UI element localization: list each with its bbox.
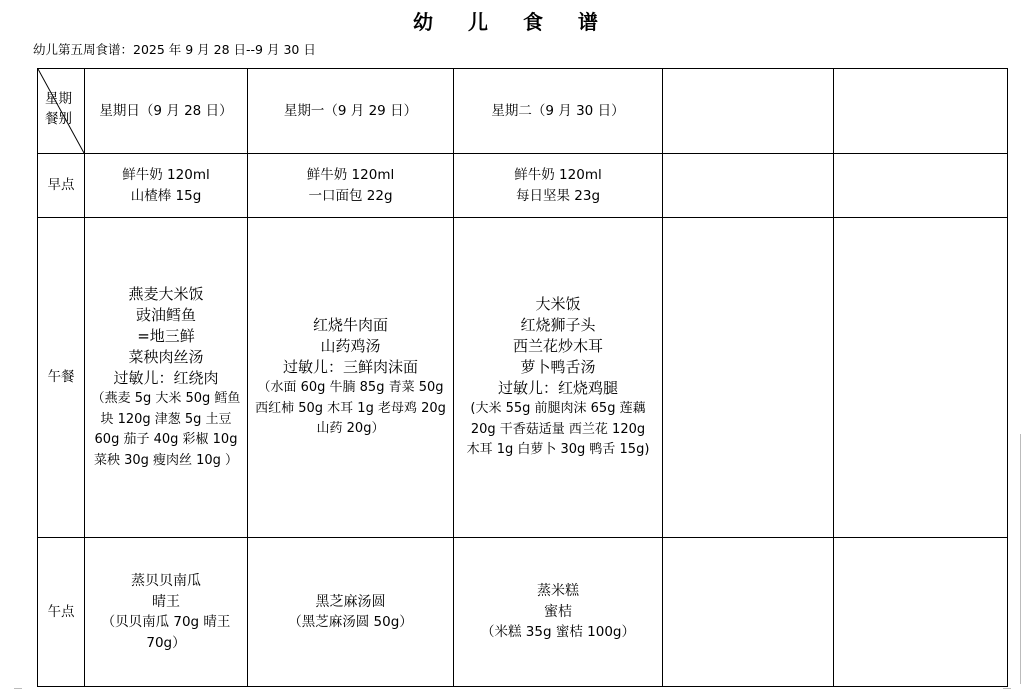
- dish-line: 山楂棒 15g: [130, 187, 202, 204]
- dish-name: 晴王: [152, 593, 180, 610]
- snack-cell: [454, 538, 663, 687]
- dish-name: 过敏儿：红烧鸡腿: [497, 379, 618, 398]
- snack-cell: [85, 538, 248, 687]
- corner-label-meal: 餐别: [45, 111, 72, 127]
- ingredient-note: （贝贝南瓜 70g 晴王: [101, 614, 231, 630]
- lunch-cell: [663, 218, 834, 538]
- meal-label: 早点: [38, 154, 85, 218]
- dish-name: 过敏儿：红绕肉: [113, 369, 219, 387]
- page-title: 幼 儿 食 谱: [413, 10, 612, 34]
- meal-label: 午点: [38, 538, 85, 687]
- dish-name: 西兰花炒木耳: [512, 337, 603, 356]
- ingredient-note: 块 120g 津葱 5g 土豆: [100, 411, 232, 427]
- dish-name: 山药鸡汤: [320, 337, 381, 356]
- dish-name: 红烧牛肉面: [312, 316, 388, 335]
- breakfast-cell: [85, 154, 248, 218]
- lunch-cell: [454, 218, 663, 538]
- page-edge-line: [1020, 434, 1021, 684]
- snack-cell: [663, 538, 834, 687]
- meal-label: 午餐: [38, 218, 85, 538]
- breakfast-cell: [834, 154, 1008, 218]
- lunch-cell: [85, 218, 248, 538]
- lunch-cell: [248, 218, 454, 538]
- corner-cell: [38, 69, 85, 154]
- page-corner-mark: [14, 688, 22, 689]
- dish-line: 鲜牛奶 120ml: [514, 167, 602, 183]
- meal-row-lunch: [38, 218, 1008, 538]
- page-corner-mark: [1003, 688, 1011, 689]
- dish-name: 萝卜鸭舌汤: [520, 358, 596, 377]
- ingredient-note: (大米 55g 前腿肉沫 65g 莲藕: [470, 401, 646, 417]
- ingredient-note: （水面 60g 牛腩 85g 青菜 50g: [257, 380, 444, 396]
- dish-name: 大米饭: [535, 295, 581, 314]
- dish-name: =地三鲜: [137, 327, 195, 345]
- day-header: 星期日（9 月 28 日）: [85, 69, 248, 154]
- day-header: 星期二（9 月 30 日）: [454, 69, 663, 154]
- ingredient-note: 20g 干香菇适量 西兰花 120g: [470, 421, 646, 437]
- lunch-cell: [834, 218, 1008, 538]
- ingredient-note: 菜秧 30g 瘦肉丝 10g ）: [93, 452, 239, 468]
- dish-name: 黑芝麻汤圆: [315, 593, 386, 610]
- breakfast-cell: [663, 154, 834, 218]
- dish-name: 蒸贝贝南瓜: [131, 573, 201, 589]
- day-header: 星期一（9 月 29 日）: [248, 69, 454, 154]
- dish-name: 过敏儿：三鲜肉沫面: [282, 358, 418, 377]
- dish-line: 鲜牛奶 120ml: [306, 167, 395, 183]
- meal-row-breakfast: [38, 154, 1008, 218]
- dish-name: 红烧狮子头: [520, 316, 596, 335]
- ingredient-note: （燕麦 5g 大米 50g 鳕鱼: [91, 391, 241, 406]
- dish-name: 蒸米糕: [537, 583, 579, 600]
- dish-line: 鲜牛奶 120ml: [122, 167, 210, 183]
- day-header: [834, 69, 1008, 154]
- ingredient-note: 西红柿 50g 木耳 1g 老母鸡 20g: [255, 400, 446, 416]
- ingredient-note: 60g 茄子 40g 彩椒 10g: [94, 432, 238, 447]
- ingredient-note: 70g）: [146, 634, 186, 651]
- dish-name: 燕麦大米饭: [128, 285, 204, 303]
- snack-cell: [834, 538, 1008, 687]
- breakfast-cell: [248, 154, 454, 218]
- dish-line: 一口面包 22g: [308, 187, 393, 204]
- ingredient-note: （黑芝麻汤圆 50g）: [288, 614, 413, 630]
- snack-cell: [248, 538, 454, 687]
- ingredient-note: 山药 20g）: [316, 421, 385, 437]
- dish-line: 每日坚果 23g: [515, 187, 601, 204]
- meal-row-snack: [38, 538, 1008, 687]
- corner-label-weekday: 星期: [45, 91, 72, 107]
- menu-subtitle: 幼儿第五周食谱：2025 年 9 月 28 日--9 月 30 日: [33, 42, 316, 57]
- dish-name: 菜秧肉丝汤: [128, 348, 204, 366]
- day-header: [663, 69, 834, 154]
- ingredient-note: 木耳 1g 白萝卜 30g 鸭舌 15g): [466, 442, 650, 458]
- dish-name: 蜜桔: [544, 603, 572, 620]
- dish-name: 豉油鳕鱼: [135, 306, 196, 324]
- breakfast-cell: [454, 154, 663, 218]
- ingredient-note: （米糕 35g 蜜桔 100g）: [481, 624, 635, 641]
- menu-table: [37, 68, 1008, 687]
- header-row: [38, 69, 1008, 154]
